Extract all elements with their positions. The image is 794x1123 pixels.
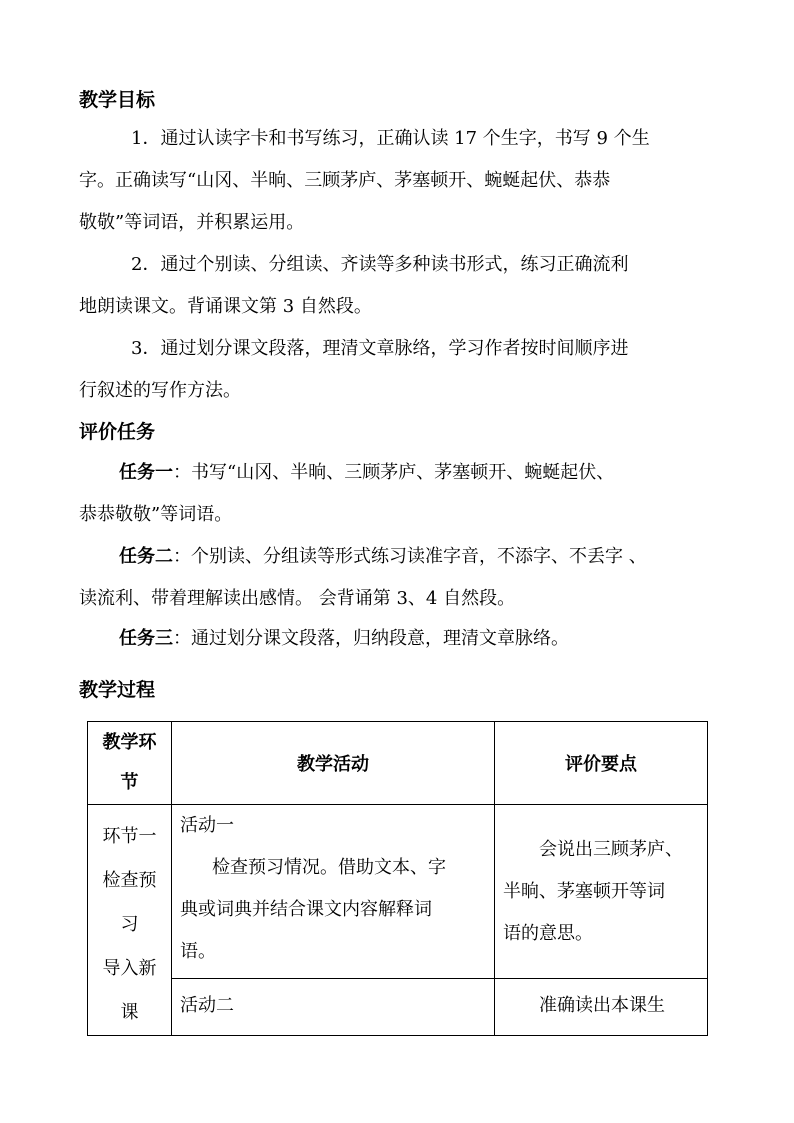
- task-3: [79, 618, 719, 660]
- stage-1-line-2: 检查预: [102, 870, 157, 891]
- table-row: [88, 805, 708, 979]
- stage-1-line-1: 环节一: [102, 826, 157, 847]
- task-1-line-1: ：书写“山冈、半晌、三顾茅庐、茅塞顿开、蜿蜒起伏、: [173, 462, 615, 483]
- tasks-heading: 评价任务: [79, 421, 156, 443]
- task-1-line-2: 恭恭敬敬”等词语。: [79, 504, 233, 525]
- header-activity: 教学活动: [172, 722, 495, 805]
- objectives-heading: 教学目标: [79, 89, 156, 111]
- activity-1-line-2: 典或词典并结合课文内容解释词: [180, 899, 432, 920]
- objective-2-line-2: 地朗读课文。背诵课文第 3 自然段。: [79, 296, 372, 317]
- stage-1-line-3: 习: [120, 914, 139, 935]
- evaluation-1-line-2: 半晌、茅塞顿开等词: [503, 881, 665, 902]
- header-stage: [88, 722, 172, 805]
- task-2-label: 任务二: [119, 546, 173, 567]
- teaching-process-table: [87, 721, 708, 1036]
- activity-1-cell: [172, 805, 495, 979]
- activity-1-line-3: 语。: [180, 941, 216, 962]
- task-1: [79, 452, 719, 536]
- header-stage-line-1: 教学环: [102, 732, 157, 753]
- stage-1-line-5: 课: [120, 1002, 139, 1023]
- process-heading: 教学过程: [79, 679, 156, 701]
- table-row: [88, 979, 708, 1036]
- evaluation-1-cell: [495, 805, 708, 979]
- header-stage-line-2: 节: [120, 772, 139, 793]
- task-2-line-1: ：个别读、分组读等形式练习读准字音，不添字、不丢字 、: [173, 546, 647, 567]
- objective-2: [79, 244, 719, 328]
- activity-2-cell: [172, 979, 495, 1036]
- objective-1-line-3: 敬敬”等词语，并积累运用。: [79, 212, 305, 233]
- evaluation-2-cell: [495, 979, 708, 1036]
- task-3-label: 任务三: [119, 628, 173, 649]
- evaluation-1-line-1: 会说出三顾茅庐、: [539, 839, 683, 860]
- evaluation-2-line-1: 准确读出本课生: [539, 995, 665, 1017]
- task-3-line-1: ：通过划分课文段落，归纳段意，理清文章脉络。: [173, 628, 569, 649]
- objective-3-line-1: 3．通过划分课文段落，理清文章脉络，学习作者按时间顺序进: [113, 338, 629, 359]
- objective-3-line-2: 行叙述的写作方法。: [79, 380, 241, 401]
- objective-3: [79, 328, 719, 412]
- objective-1: [79, 118, 719, 244]
- stage-1-cell: [88, 805, 172, 1036]
- activity-2-title: 活动二: [180, 995, 234, 1017]
- task-2-line-2: 读流利、带着理解读出感情。 会背诵第 3、4 自然段。: [79, 588, 516, 609]
- stage-1-line-4: 导入新: [102, 958, 157, 979]
- header-evaluation: 评价要点: [495, 722, 708, 805]
- objective-2-line-1: 2．通过个别读、分组读、齐读等多种读书形式，练习正确流利: [113, 254, 629, 275]
- objective-1-line-1: 1．通过认读字卡和书写练习，正确认读 17 个生字，书写 9 个生: [113, 128, 650, 149]
- task-1-label: 任务一: [119, 462, 173, 483]
- objective-1-line-2: 字。正确读写“山冈、半晌、三顾茅庐、茅塞顿开、蜿蜒起伏、恭恭: [79, 170, 611, 191]
- activity-1-line-1: 检查预习情况。借助文本、字: [212, 857, 446, 878]
- table-header-row: [88, 722, 708, 805]
- activity-1-title: 活动一: [180, 815, 234, 836]
- task-2: [79, 536, 719, 620]
- evaluation-1-line-3: 语的意思。: [503, 923, 593, 944]
